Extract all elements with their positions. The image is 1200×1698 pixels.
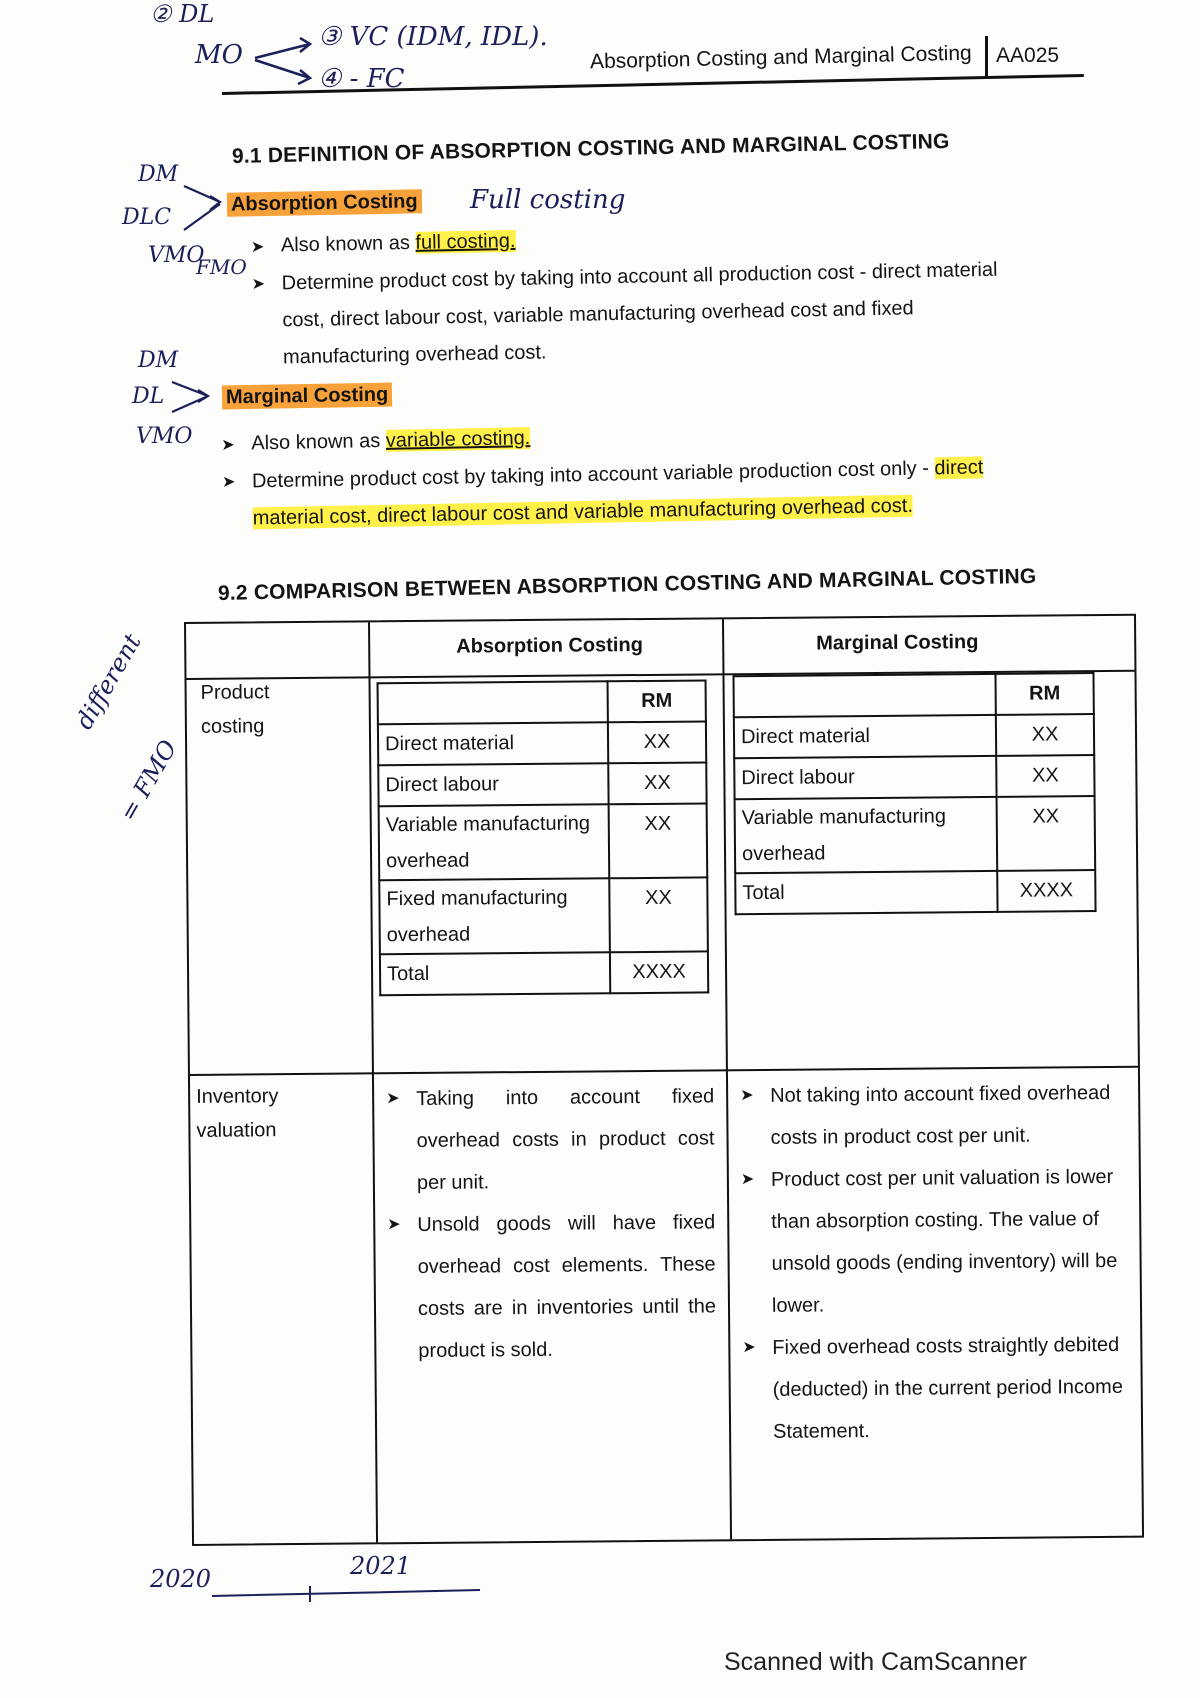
header-divider (985, 36, 988, 76)
annotation-full-costing: Full costing (470, 185, 626, 215)
header-absorption-costing: Absorption Costing (456, 633, 643, 658)
annotation-dlc: DLC (122, 205, 172, 230)
header-marginal-costing: Marginal Costing (816, 631, 979, 655)
table-header-row (378, 680, 706, 724)
marginal-known-as: ➤ Also known as variable costing. (221, 427, 531, 455)
list-item: ➤ Unsold goods will have fixed overhead cost elements. These costs are in inventories until the product is sold. (387, 1201, 716, 1372)
table-row: Fixed manufacturing overhead XX (379, 877, 708, 954)
table-row: Total XXXX (735, 870, 1095, 914)
absorption-known-as: ➤ Also known as full costing. (250, 229, 516, 257)
marginal-cost-table (732, 672, 1096, 915)
annotation-dl-2: DL (132, 384, 165, 409)
annotation-equals-fmo: = FMO (114, 735, 183, 826)
marginal-costing-label: Marginal Costing (222, 384, 393, 410)
annotation-year-2020: 2020 (150, 1565, 212, 1593)
absorption-inventory-points (386, 1075, 717, 1372)
marginal-definition: ➤ Determine product cost by taking into account variable production cost only - direct material cost, direct labour cost and variable manufacturing overhead cost. (221, 456, 984, 530)
annotation-fmo: FMO (196, 255, 247, 279)
header-title: Absorption Costing and Marginal Costing (589, 41, 972, 74)
table-row: Variable manufacturing overhead XX (379, 803, 708, 880)
annotation-dl-top: ② DL (150, 0, 215, 28)
section-title-definition: 9.1 DEFINITION OF ABSORPTION COSTING AND MARGINAL COSTING (231, 129, 950, 168)
currency-label: RM (608, 680, 706, 722)
marginal-points (221, 410, 1083, 538)
annotation-vmo: VMO (148, 243, 205, 268)
absorption-cost-table (377, 679, 710, 996)
list-item: ➤ Taking into account fixed overhead costs in product cost per unit. (386, 1075, 715, 1204)
marginal-inventory-points (740, 1072, 1127, 1453)
list-item: ➤ Fixed overhead costs straightly debited (deducted) in the current period Income Statement. (742, 1324, 1127, 1453)
comparison-table (184, 614, 1144, 1546)
list-item: ➤ Not taking into account fixed overhead costs in product cost per unit. (740, 1072, 1125, 1159)
annotation-dm-2: DM (138, 348, 179, 373)
scanner-watermark: Scanned with CamScanner (724, 1648, 1027, 1676)
annotation-year-2021: 2021 (350, 1552, 412, 1580)
list-item: ➤ Product cost per unit valuation is lower than absorption costing. The value of unsold goods (ending inventory) will be lower. (741, 1156, 1126, 1327)
table-divider (722, 619, 732, 1539)
annotation-arrows (250, 30, 320, 90)
annotation-arrow-absorption (180, 178, 228, 238)
annotation-vc: ③ VC (IDM, IDL). (318, 22, 548, 52)
annotation-mo: MO (195, 40, 243, 70)
row-label-product-costing: Product costing (200, 681, 270, 738)
annotation-fc: ④ - FC (318, 64, 405, 94)
row-label-inventory-valuation: Inventory valuation (196, 1085, 279, 1142)
absorption-definition: ➤ Determine product cost by taking into account all production cost - direct material cost, direct labour cost, variable manufacturing overhead cost and fixed manufacturing overhead cost. (251, 258, 998, 369)
course-code: AA025 (996, 44, 1060, 67)
table-header-row (733, 673, 1093, 717)
table-row: Direct material XX (734, 714, 1094, 758)
table-row: Direct material XX (378, 721, 706, 765)
section-title-comparison: 9.2 COMPARISON BETWEEN ABSORPTION COSTING AND MARGINAL COSTING (217, 564, 1037, 605)
table-row: Total XXXX (380, 951, 708, 995)
annotation-different: different (70, 629, 147, 734)
absorption-costing-label: Absorption Costing (227, 190, 422, 216)
annotation-timeline (210, 1580, 490, 1604)
annotation-arrow-marginal (168, 372, 216, 418)
table-row: Direct labour XX (378, 762, 706, 806)
annotation-vmo-2: VMO (136, 424, 193, 449)
currency-label: RM (995, 673, 1093, 715)
table-row: Direct labour XX (734, 755, 1094, 799)
table-row: Variable manufacturing overhead XX (735, 796, 1096, 873)
absorption-points (251, 213, 1054, 377)
annotation-dm: DM (138, 162, 179, 187)
